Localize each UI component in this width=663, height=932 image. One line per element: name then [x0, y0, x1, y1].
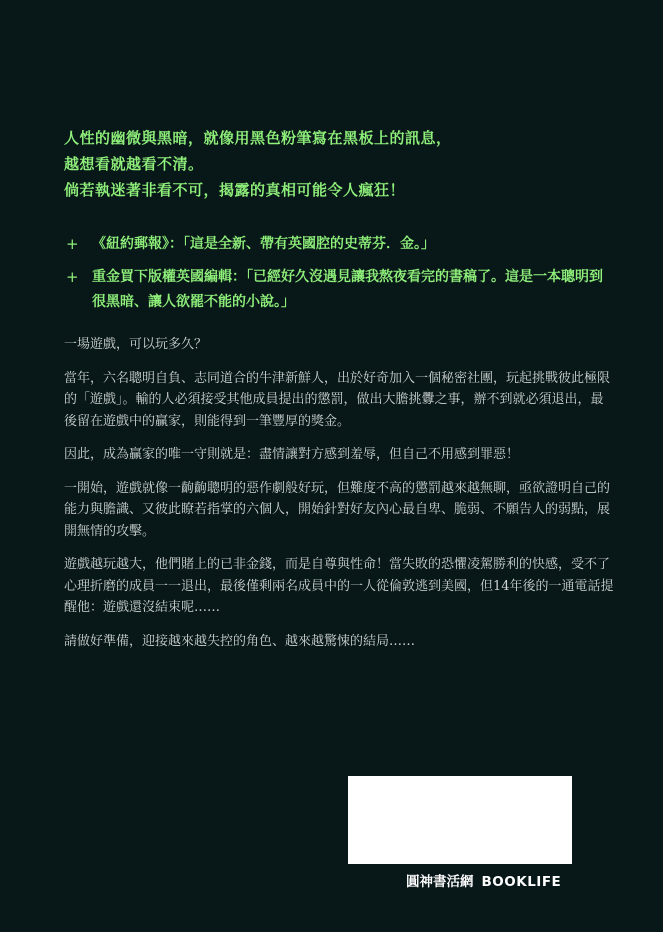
tagline-line: 倘若執迷著非看不可，揭露的真相可能令人瘋狂！ — [64, 181, 406, 199]
tagline-line: 人性的幽微與黑暗，就像用黑色粉筆寫在黑板上的訊息， — [64, 129, 452, 147]
barcode-area — [348, 776, 572, 864]
review-quote-text: 《紐約郵報》：「這是全新、帶有英國腔的史蒂芬．金。」 — [92, 236, 435, 252]
tagline-line: 越想看就越看不清。 — [64, 155, 204, 173]
review-quotes — [64, 232, 604, 323]
synopsis-paragraph: 遊戲越玩越大，他們賭上的已非金錢，而是自尊與性命！當失敗的恐懼凌駕勝利的快感，受不了心理折磨的成員一一退出，最後僅剩兩名成員中的一人從倫敦逃到美國，但14年後的一通電話提醒他：遊戲還沒結束呢…… — [64, 557, 614, 615]
plus-icon: + — [66, 235, 79, 253]
plus-icon: + — [66, 268, 79, 286]
review-quote — [64, 265, 604, 315]
publisher-logo — [406, 870, 561, 890]
tagline — [64, 125, 624, 203]
publisher-name: 圓神書活網 — [406, 874, 474, 890]
synopsis-paragraph: 一開始，遊戲就像一齣齣聰明的惡作劇般好玩，但難度不高的懲罰越來越無聊，亟欲證明自己的能力與膽識、又彼此瞭若指掌的六個人，開始針對好友內心最自卑、脆弱、不願告人的弱點，展開無情的攻擊。 — [64, 480, 611, 539]
review-quote — [64, 232, 604, 257]
synopsis-paragraph: 因此，成為贏家的唯一守則就是：盡情讓對方感到羞辱，但自己不用感到罪惡！ — [64, 447, 520, 462]
synopsis-paragraph: 一場遊戲，可以玩多久？ — [64, 337, 208, 352]
synopsis-paragraph: 請做好準備，迎接越來越失控的角色、越來越驚悚的結局…… — [64, 633, 416, 649]
publisher-brand: BOOKLIFE — [481, 874, 562, 890]
synopsis — [64, 334, 616, 664]
synopsis-paragraph: 當年，六名聰明自負、志同道合的牛津新鮮人，出於好奇加入一個秘密社團，玩起挑戰彼此極限的「遊戲」。輸的人必須接受其他成員提出的懲罰，做出大膽挑釁之事，辦不到就必須退出，最後留在遊戲中的贏家，則能得到一筆豐厚的獎金。 — [64, 370, 611, 429]
review-quote-text: 重金買下版權英國編輯：「已經好久沒遇見讓我熬夜看完的書稿了。這是一本聰明到很黑暗、讓人欲罷不能的小說。」 — [92, 269, 603, 310]
